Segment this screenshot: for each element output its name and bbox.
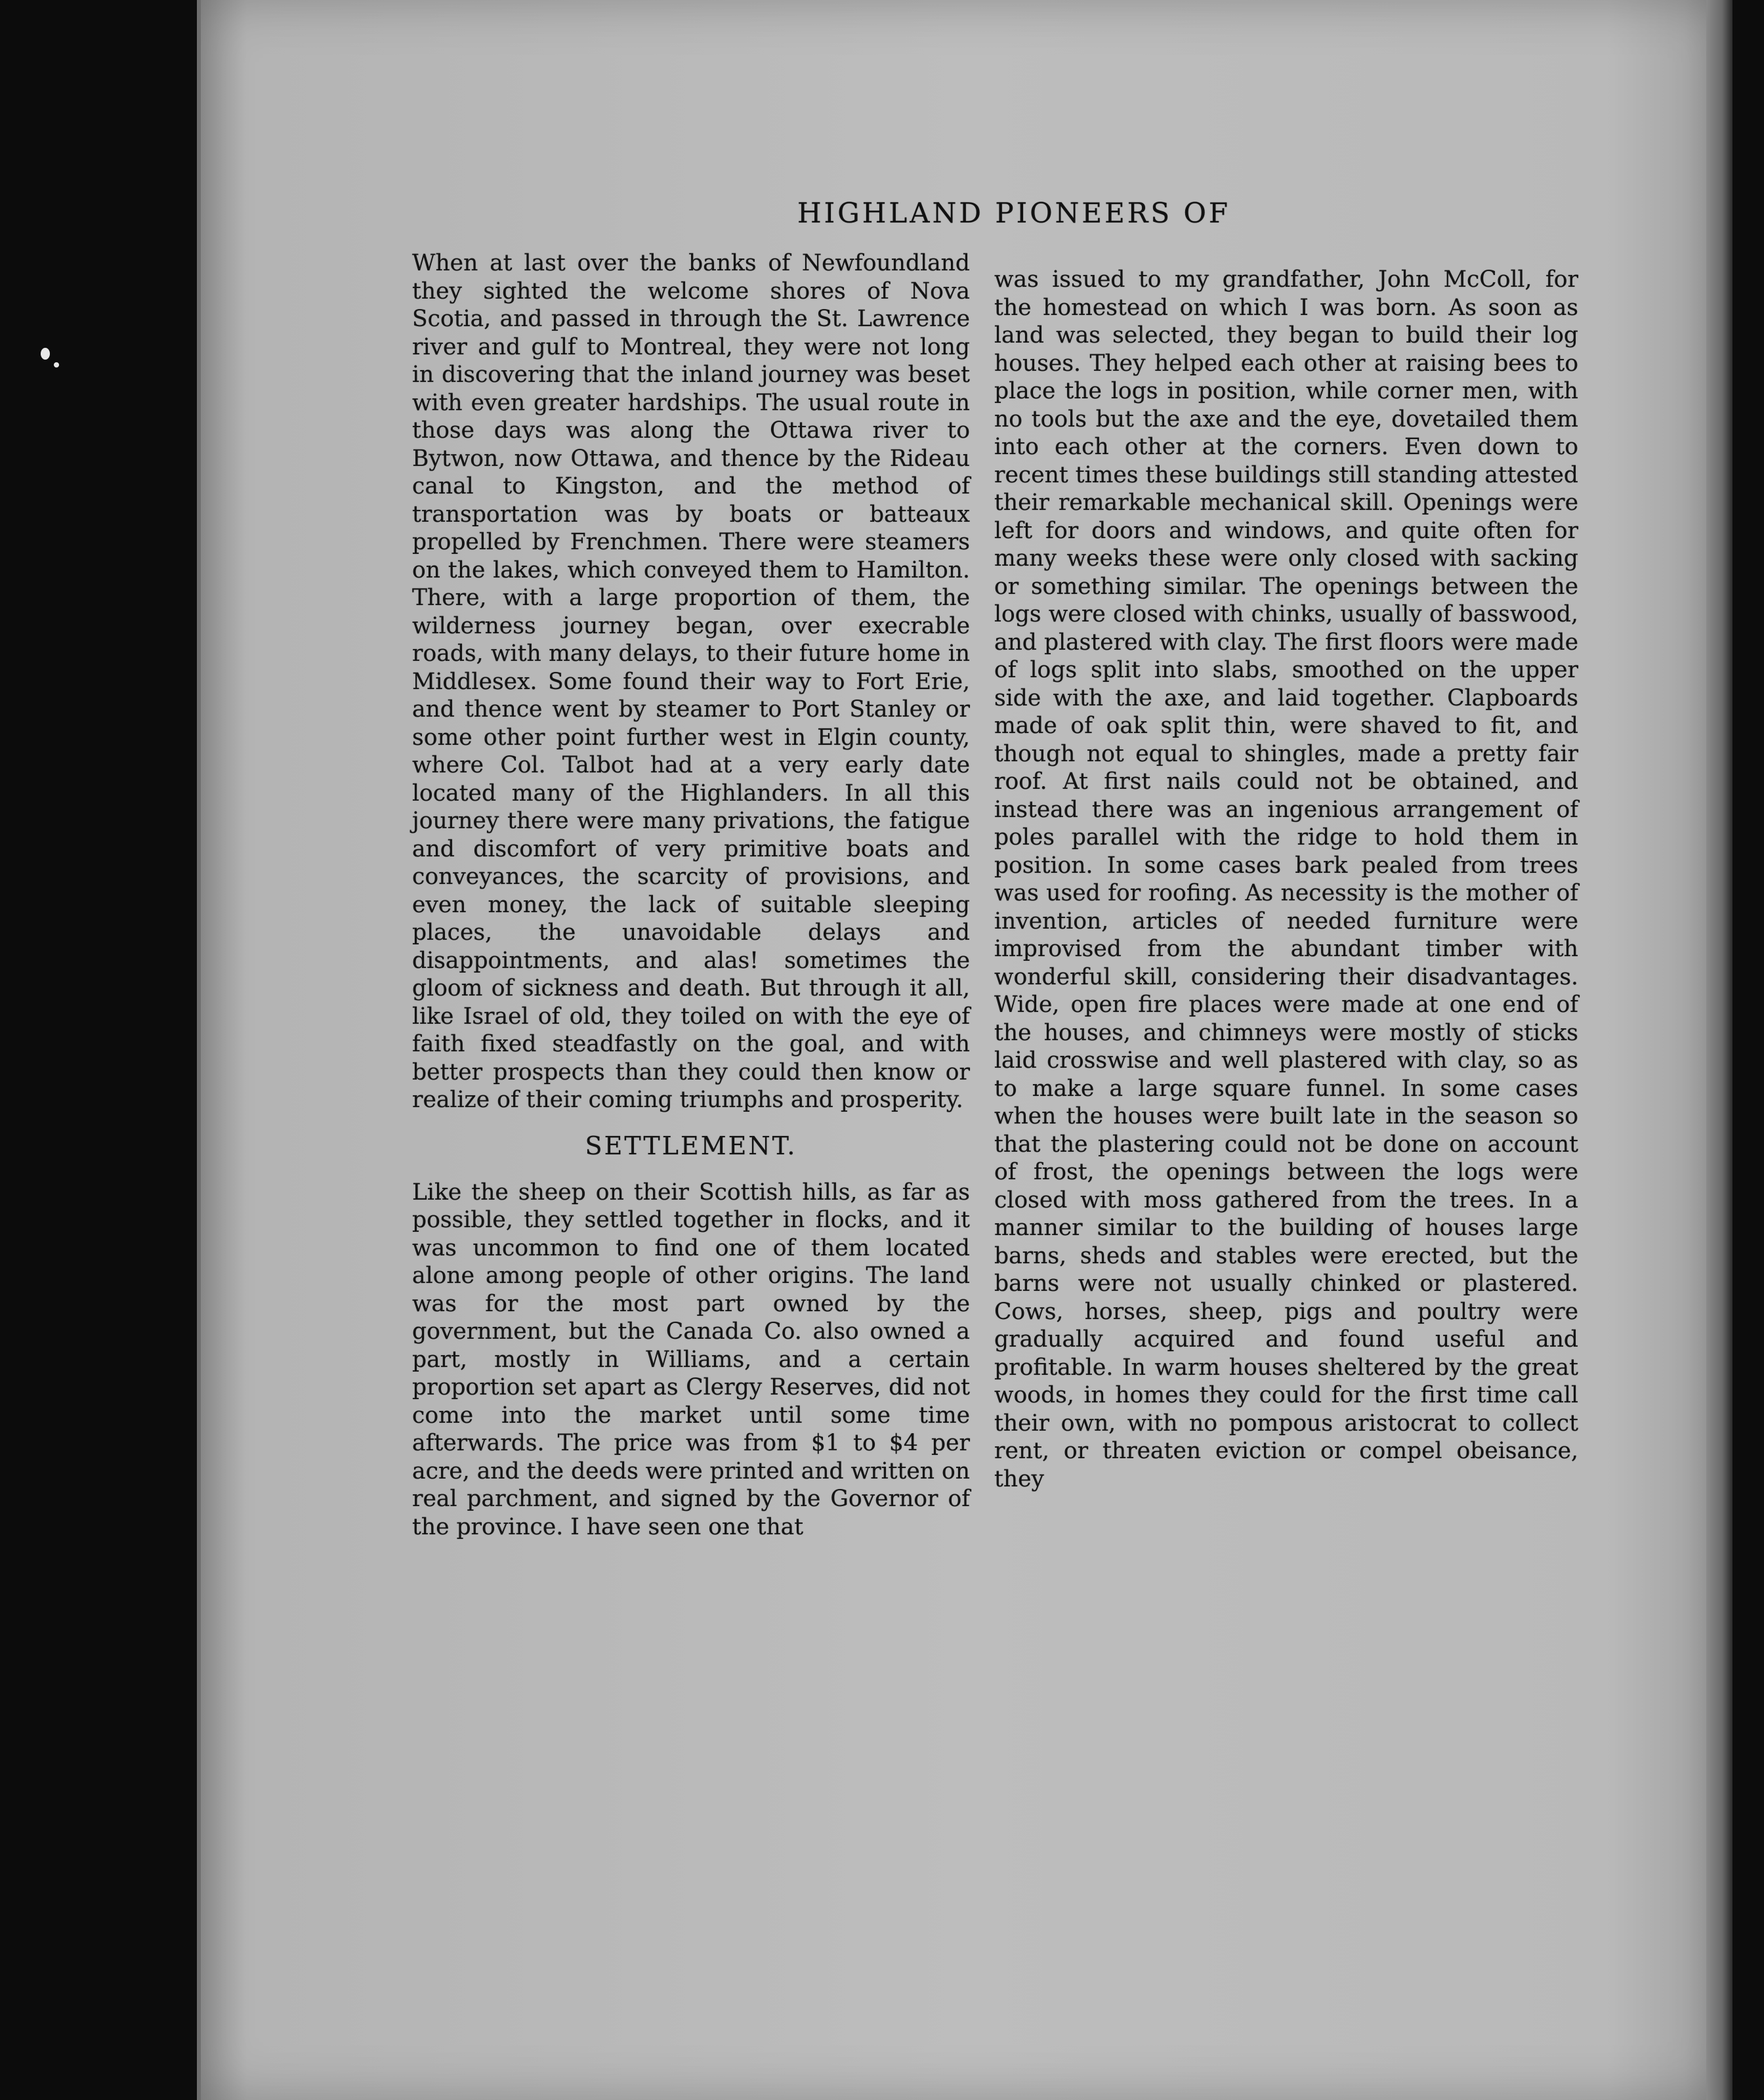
right-paragraph-1: was issued to my grandfather, John McColl, for the homestead on which I was born. As soon as land was selected, they began to build their log houses. They helped each other at raising bees to place the logs in position, while corner men, with no tools but the axe and the eye, dovetailed them into each other at the corners. Even down to recent times these buildings still standing attested their remarkable mechanical skill. Openings were left for doors and windows, and quite often for many weeks these were only closed with sacking or something similar. The openings between the logs were closed with chinks, usually of basswood, and plastered with clay. The first floors were made of logs split into slabs, smoothed on the upper side with the axe, and laid together. Clapboards made of oak split thin, were shaved to fit, and though not equal to shingles, made a pretty fair roof. At first nails could not be obtained, and instead there was an ingenious arrangement of poles parallel with the ridge to hold them in position. In some cases bark pealed from trees was used for roofing. As necessity is the mother of invention, articles of needed furniture were improvised from the abundant timber with wonderful skill, considering their disadvantages. Wide, open fire places were made at one end of the houses, and chimneys were mostly of sticks laid crosswise and well plastered with clay, so as to make a large square funnel. In some cases when the houses were built late in the season so that the plastering could not be done on account of frost, the openings between the logs were closed with moss gathered from the trees. In a manner similar to the building of houses large barns, sheds and stables were erected, but the barns were not usually chinked or plastered. Cows, horses, sheep, pigs and poultry were gradually acquired and found useful and profitable. In warm houses sheltered by the great woods, in homes they could for the first time call their own, with no pompous aristocrat to collect rent, or threaten eviction or compel obeisance, they bbox=[994, 266, 1578, 1492]
page-edge bbox=[1706, 0, 1732, 2100]
running-head: HIGHLAND PIONEERS OF bbox=[797, 197, 1231, 229]
dust-speck bbox=[41, 348, 50, 360]
right-column bbox=[994, 266, 1578, 1493]
left-column bbox=[412, 249, 970, 1541]
section-heading-settlement: SETTLEMENT. bbox=[585, 1131, 797, 1160]
left-paragraph-2: Like the sheep on their Scottish hills, as far as possible, they settled together in flocks, and it was uncommon to find one of them located alone among people of other origins. The land was for the most part owned by the government, but the Canada Co. also owned a part, mostly in Williams, and a certain proportion set apart as Clergy Reserves, did not come into the market until some time afterwards. The price was from $1 to $4 per acre, and the deeds were printed and written on real parchment, and signed by the Governor of the province. I have seen one that bbox=[412, 1179, 970, 1540]
left-paragraph-1: When at last over the banks of Newfoundland they sighted the welcome shores of Nova Scotia, and passed in through the St. Lawrence river and gulf to Montreal, they were not long in discovering that the inland journey was beset with even greater hardships. The usual route in those days was along the Ottawa river to Bytwon, now Ottawa, and thence by the Rideau canal to Kingston, and the method of transportation was by boats or batteaux propelled by Frenchmen. There were steamers on the lakes, which conveyed them to Hamilton. There, with a large proportion of them, the wilderness journey began, over execrable roads, with many delays, to their future home in Middlesex. Some found their way to Fort Erie, and thence went by steamer to Port Stanley or some other point further west in Elgin county, where Col. Talbot had at a very early date located many of the Highlanders. In all this journey there were many privations, the fatigue and discomfort of very primitive boats and conveyances, the scarcity of provisions, and even money, the lack of suitable sleeping places, the unavoidable delays and disappointments, and alas! sometimes the gloom of sickness and death. But through it all, like Israel of old, they toiled on with the eye of faith fixed steadfastly on the goal, and with better prospects than they could then know or realize of their coming triumphs and prosperity. bbox=[412, 250, 970, 1113]
dust-speck bbox=[54, 362, 59, 368]
